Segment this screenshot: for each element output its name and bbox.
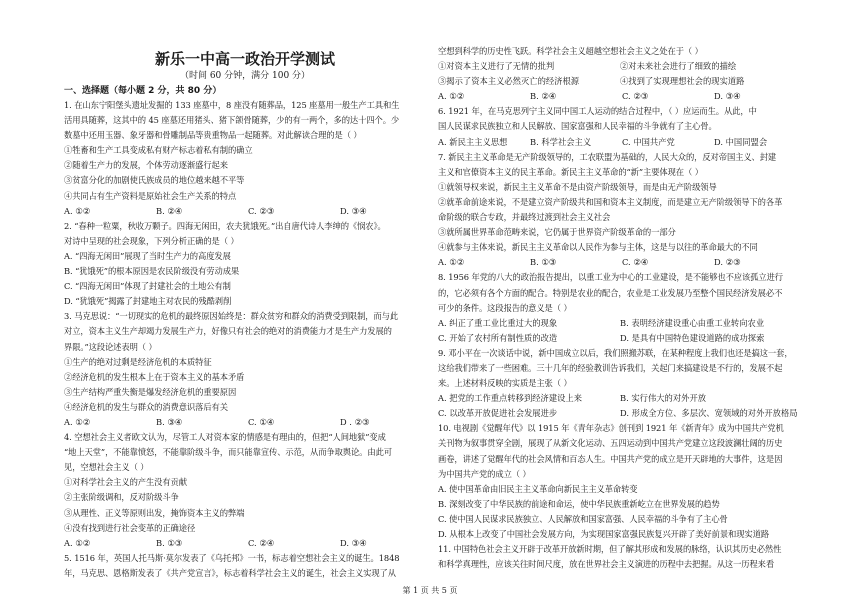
answer-option: B. ③④ <box>156 416 183 427</box>
question-line: ②随着生产力的发展，个体劳动逐渐盛行起来 <box>64 160 228 171</box>
answer-options <box>64 415 426 430</box>
question-line: 这给我们带来了一些困难。三十几年的经验教训告诉我们，关起门来搞建设是不行的，发展不起 <box>438 362 783 373</box>
answer-option: D . ②③ <box>340 416 370 427</box>
question-line: 国人民谋求民族独立和人民解放、国家富强和人民幸福的斗争就有了主心骨。 <box>438 121 717 132</box>
answer-option: D. ②③ <box>714 257 741 268</box>
answer-option: C. 以改革开放促进社会发展进步 <box>438 408 558 419</box>
answer-option: C. 开始了农村所有制性质的改造 <box>438 332 558 343</box>
question-line: 主义和官僚资本主义的民主革命。新民主主义革命的“新”主要体现在（ ） <box>438 166 703 177</box>
statement: ④找到了实现理想社会的现实道路 <box>620 76 745 87</box>
question-line: ③从理性、正义等原则出发，掩饰资本主义的弊端 <box>64 507 245 518</box>
question-line: 见，空想社会主义（ ） <box>64 462 149 473</box>
question-line: A. “四海无闲田”展现了当时生产力的高度发展 <box>64 250 231 261</box>
answer-option: C. ②③ <box>248 205 275 216</box>
answer-option: B. 表明经济建设重心由重工业转向农业 <box>620 317 765 328</box>
answer-options <box>438 331 802 346</box>
answer-options <box>438 89 802 104</box>
answer-option: C. ②④ <box>622 257 649 268</box>
answer-option: C. ②④ <box>248 537 275 548</box>
question-line: 4. 空想社会主义者欧文认为，尽管工人对资本家的情感是有理由的，但把“人间地狱”变成 <box>64 432 386 443</box>
question-line: B. “犹饿死”的根本原因是农民阶级没有劳动成果 <box>64 266 240 277</box>
answer-option: B. 科学社会主义 <box>530 136 592 147</box>
answer-option: B. ②④ <box>530 91 557 102</box>
exam-subtitle: （时间 60 分钟，满分 100 分） <box>179 71 311 81</box>
question-line: 10. 电视剧《觉醒年代》以 1915 年《青年杂志》创刊到 1921 年《新青年》成为中国共产党机 <box>438 423 784 434</box>
question-line: 11. 中国特色社会主义开辟于改革开放新时期，但了解其形成和发展的脉络，认识其历史必然性 <box>438 544 782 555</box>
question-line: ①牲畜和生产工具变成私有财产标志着私有制的确立 <box>64 145 253 156</box>
statement-pair <box>438 59 802 74</box>
answer-option: C. ②③ <box>622 91 649 102</box>
question-line: ②主张阶级调和，反对阶级斗争 <box>64 492 179 503</box>
question-line: 9. 邓小平在一次谈话中说，新中国成立以后，我们照搬苏联，在某种程度上我们也还是搞这一套， <box>438 347 793 358</box>
question-line: ①对科学社会主义的产生没有贡献 <box>64 477 187 488</box>
question-line: C. 使中国人民谋求民族独立、人民解放和国家富强、人民幸福的斗争有了主心骨 <box>438 513 728 524</box>
answer-options <box>438 391 802 406</box>
question-line: 界限。”这段论述表明（ ） <box>64 341 157 352</box>
question-line: ③就所属世界革命范畴来说，它仍属于世界资产阶级革命的一部分 <box>438 227 676 238</box>
question-line: 命阶级的联合专政，并最终过渡到社会主义社会 <box>438 212 611 223</box>
question-line: 和科学真理性，应该关往时间尺度，放在世界社会主义演进的历程中去把握。从这一历程来看 <box>438 559 775 570</box>
answer-option: B. ①③ <box>530 257 557 268</box>
question-line: 5. 1516 年，英国人托马斯·莫尔发表了《乌托邦》一书，标志着空想社会主义的诞生。1848 <box>64 552 400 563</box>
answer-option: D. 中国同盟会 <box>714 136 768 147</box>
question-line: ④经济危机的发生与群众的消费意识落后有关 <box>64 401 228 412</box>
question-line: 画卷，讲述了觉醒年代的社会风情和百态人生。中国共产党的成立是开天辟地的大事件，这是因 <box>438 453 783 464</box>
right-column <box>438 44 802 572</box>
question-line: 数墓中还用玉器、象牙器和骨雕制品等贵重物品一起随葬。对此解读合理的是（ ） <box>64 130 362 141</box>
page-footer: 第 1 页 共 5 页 <box>402 586 458 595</box>
exam-title: 新乐一中高一政治开学测试 <box>154 50 335 68</box>
left-column <box>64 0 426 581</box>
statement-pair <box>438 74 802 89</box>
question-line: 3. 马克思说：“一切现实的危机的最终原因始终是：群众贫穷和群众的消费受到限制，而与此 <box>64 311 399 322</box>
answer-options <box>64 536 426 551</box>
question-line: 2. “春种一粒粟，秋收万颗子。四海无闲田，农夫犹饿死。”出自唐代诗人李绅的《悯农》。 <box>64 220 386 231</box>
question-line: 空想到科学的历史性飞跃。科学社会主义超越空想社会主义之处在于（ ） <box>438 46 703 56</box>
statement: ②对未来社会进行了细致的描绘 <box>620 61 737 72</box>
statement: ③揭示了资本主义必然灭亡的经济根源 <box>438 76 580 87</box>
answer-options <box>438 406 802 421</box>
question-line: ④没有找到进行社会变革的正确途径 <box>64 522 196 533</box>
question-line: 1. 在山东宁阳堡头遗址发掘的 133 座墓中，8 座没有随葬品，125 座墓用一般生产工具和生 <box>64 100 400 110</box>
question-line: 的，它必须有各个方面的配合。特别是农业的配合，农业是工业发展乃至整个国民经济发展必不 <box>438 287 783 298</box>
answer-options <box>438 316 802 331</box>
question-line: D. 从根本上改变了中国社会发展方向，为实现国家富强民族复兴开辟了美好前景和现实道路 <box>438 529 770 539</box>
answer-option: A. ①② <box>64 537 91 548</box>
question-line: ②经济危机的发生根本上在于资本主义的基本矛盾 <box>64 371 245 382</box>
answer-options <box>64 204 426 219</box>
question-line: ③生产结构严重失衡是爆发经济危机的重要原因 <box>64 386 237 397</box>
question-line: ④就参与主体来说，新民主主义革命以人民作为参与主体，这是与以往的革命最大的不同 <box>438 242 758 253</box>
answer-option: C. ①④ <box>248 416 275 427</box>
answer-option: A. 纠正了重工业比重过大的现象 <box>438 317 558 328</box>
question-line: 活用具随葬，这其中的 45 座墓还用猪头、猪下颌骨随葬，少的有一两个，多的达十四个。少 <box>64 115 400 126</box>
question-line: C. “四海无闲田”体现了封建社会的土地公有制 <box>64 281 231 292</box>
answer-option: A. ①② <box>438 91 465 102</box>
question-line: A. 使中国革命由旧民主主义革命向新民主主义革命转变 <box>438 483 638 494</box>
answer-option: A. ①② <box>64 205 91 216</box>
question-line: 对诗中呈现的社会现象，下列分析正确的是（ ） <box>64 235 239 246</box>
question-line: B. 深刻改变了中华民族的前途和命运，使中华民族重新屹立在世界发展的趋势 <box>438 498 720 509</box>
statement: ①对资本主义进行了无情的批判 <box>438 61 555 72</box>
answer-options <box>438 135 802 150</box>
question-line: 7. 新民主主义革命是无产阶级领导的，工农联盟为基础的，人民大众的，反对帝国主义、封建 <box>438 151 777 162</box>
question-line: 对立，资本主义生产却竭力发展生产力，好像只有社会的绝对的消费能力才是生产力发展的 <box>64 326 392 337</box>
question-line: ①生产的绝对过剩是经济危机的本质特征 <box>64 356 212 367</box>
question-line: 来。上述材料反映的实质是主张（ ） <box>438 378 572 389</box>
question-line: 6. 1921 年，在马克思列宁主义同中国工人运动的结合过程中，（ ）应运而生。从此，中 <box>438 106 757 117</box>
answer-option: A. 新民主主义思想 <box>438 136 508 147</box>
answer-option: D. 形成全方位、多层次、宽领域的对外开放格局 <box>620 408 798 419</box>
question-line: ①就领导权来说，新民主主义革命不是由资产阶级领导，而是由无产阶级领导 <box>438 181 717 192</box>
answer-option: D. 是具有中国特色建设道路的成功探索 <box>620 332 765 343</box>
answer-option: D. ③④ <box>340 537 367 548</box>
question-line: 可少的条件。这段报告的意义是（ ） <box>438 302 572 313</box>
answer-option: A. ①② <box>64 416 91 427</box>
answer-option: D. ③④ <box>340 205 367 216</box>
question-line: ②就革命前途来说，不是建立资产阶级共和国和资本主义制度，而是建立无产阶级领导下的各革 <box>438 196 783 207</box>
answer-option: B. ①③ <box>156 537 183 548</box>
question-line: ③贫富分化的加剧使氏族成员的地位越来越不平等 <box>64 175 245 186</box>
answer-option: A. ①② <box>438 257 465 268</box>
question-line: “地上天堂”，不能靠愤怒，不能靠阶级斗争，而只能靠宣传、示范，从而争取舆论。由此可 <box>64 447 392 458</box>
question-line: D. “犹饿死”揭露了封建地主对农民的残酷剥削 <box>64 296 232 307</box>
answer-option: C. 中国共产党 <box>622 136 675 147</box>
question-line: 年，马克思、恩格斯发表了《共产党宣言》，标志着科学社会主义的诞生，社会主义实现了从 <box>64 567 396 578</box>
question-line: ④共同占有生产资料是原始社会生产关系的特点 <box>64 190 237 201</box>
question-line: 关刊物为叙事贯穿全剧，展现了从新文化运动、五四运动到中国共产党建立这段波澜壮阔的历史 <box>438 438 783 449</box>
section-heading: 一、选择题（每小题 2 分，共 80 分） <box>64 86 222 96</box>
question-line: 为中国共产党的成立（ ） <box>438 468 531 479</box>
answer-option: B. 实行伟大的对外开放 <box>620 393 707 404</box>
answer-option: A. 把党的工作重点转移到经济建设上来 <box>438 393 583 404</box>
answer-options <box>438 255 802 270</box>
answer-option: D. ③④ <box>714 91 741 102</box>
question-line: 8. 1956 年党的八大的政治报告提出，以重工业为中心的工业建设，是不能够也不应该孤立进行 <box>438 272 783 283</box>
answer-option: B. ②④ <box>156 205 183 216</box>
